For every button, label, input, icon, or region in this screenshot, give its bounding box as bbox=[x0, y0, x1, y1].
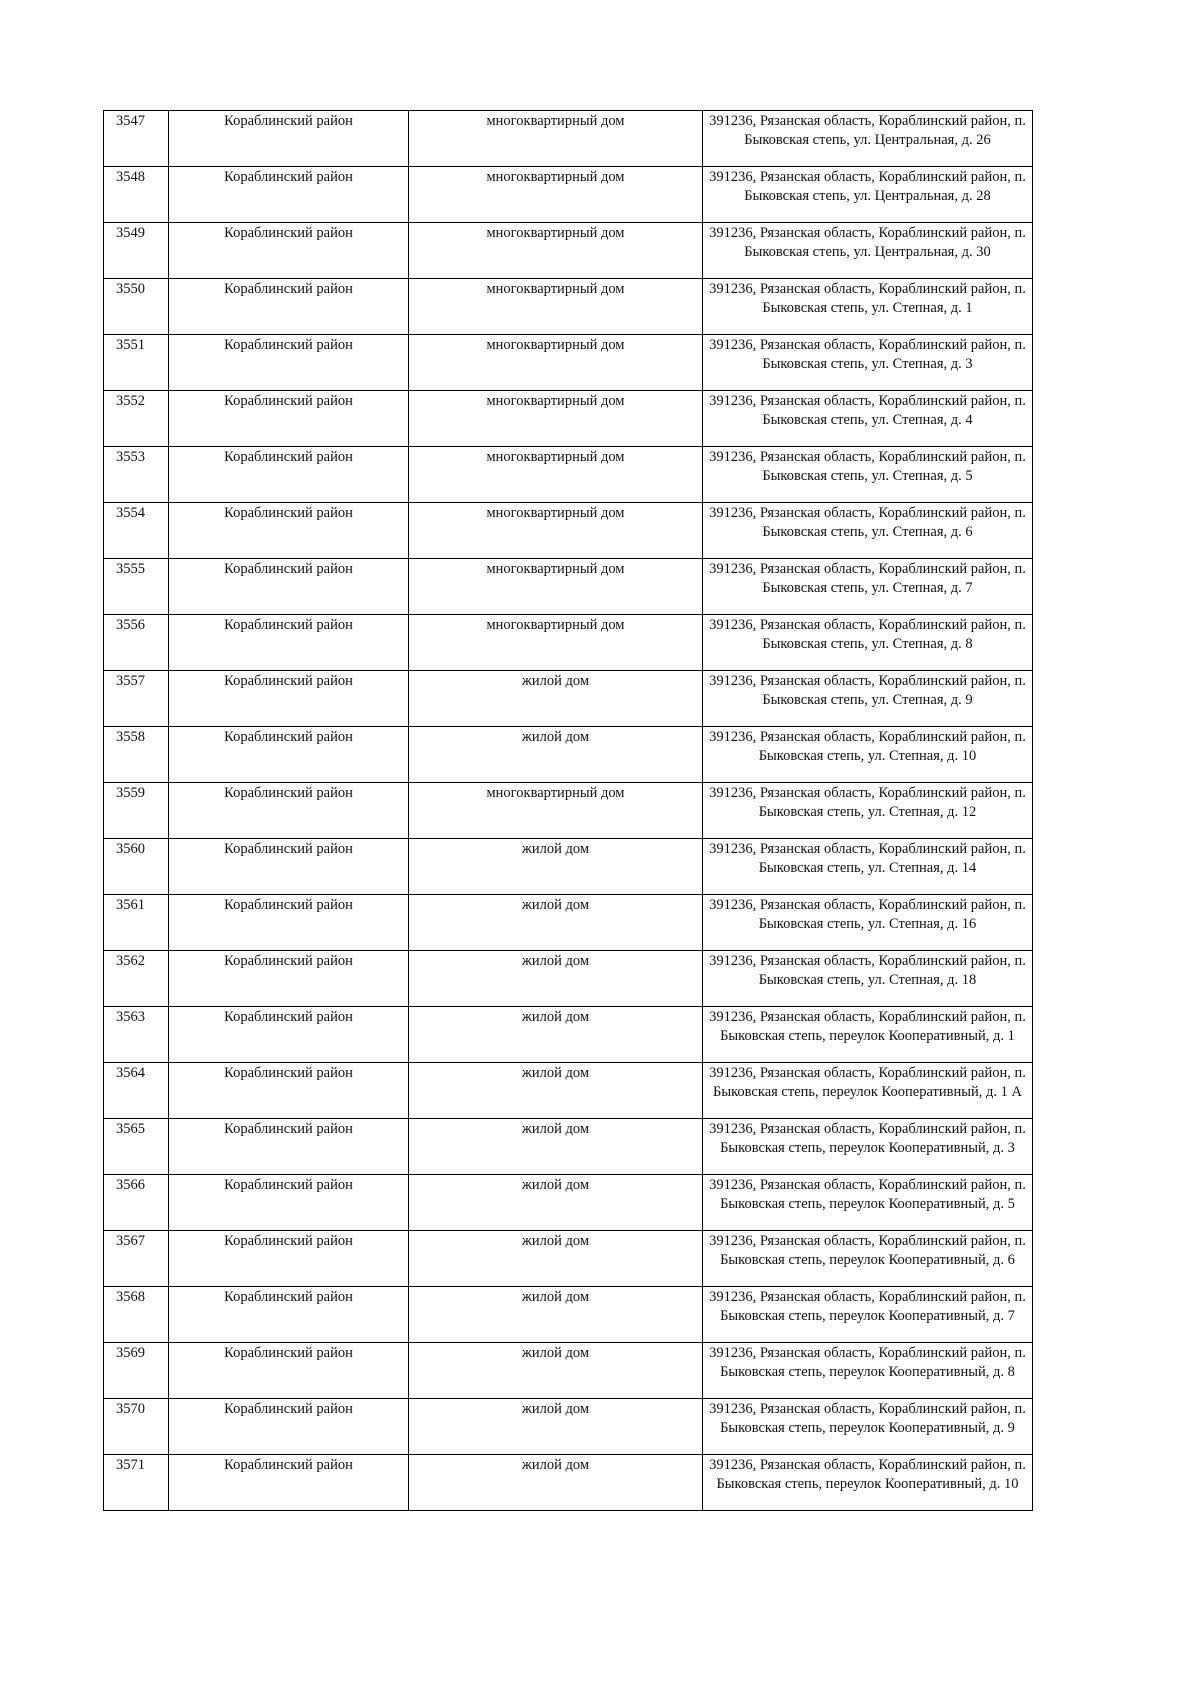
row-number: 3556 bbox=[116, 617, 145, 633]
address: 391236, Рязанская область, Кораблинский район, п. Быковская степь, ул. Степная, д. 8 bbox=[709, 617, 1026, 652]
table-row bbox=[104, 447, 1033, 503]
row-number: 3551 bbox=[116, 337, 145, 353]
address-cell bbox=[703, 167, 1033, 223]
address: 391236, Рязанская область, Кораблинский район, п. Быковская степь, ул. Степная, д. 18 bbox=[709, 953, 1026, 988]
building-type-cell bbox=[409, 503, 703, 559]
building-type-cell bbox=[409, 1231, 703, 1287]
building-type-cell bbox=[409, 1455, 703, 1511]
table-row bbox=[104, 1007, 1033, 1063]
district-name: Кораблинский район bbox=[224, 281, 353, 297]
building-type: жилой дом bbox=[521, 1009, 590, 1025]
housing-registry-table bbox=[103, 110, 1033, 1511]
row-number: 3557 bbox=[116, 673, 145, 689]
building-type: жилой дом bbox=[521, 729, 590, 745]
address: 391236, Рязанская область, Кораблинский район, п. Быковская степь, переулок Кооперативный, д. 8 bbox=[709, 1345, 1026, 1380]
row-number: 3560 bbox=[116, 841, 145, 857]
district-name: Кораблинский район bbox=[224, 393, 353, 409]
address: 391236, Рязанская область, Кораблинский район, п. Быковская степь, ул. Степная, д. 5 bbox=[709, 449, 1026, 484]
district-cell bbox=[169, 615, 409, 671]
building-type-cell bbox=[409, 1399, 703, 1455]
address: 391236, Рязанская область, Кораблинский район, п. Быковская степь, ул. Степная, д. 10 bbox=[709, 729, 1026, 764]
building-type-cell bbox=[409, 1175, 703, 1231]
building-type: жилой дом bbox=[521, 1121, 590, 1137]
district-name: Кораблинский район bbox=[224, 1401, 353, 1417]
address: 391236, Рязанская область, Кораблинский район, п. Быковская степь, ул. Степная, д. 12 bbox=[709, 785, 1026, 820]
address: 391236, Рязанская область, Кораблинский район, п. Быковская степь, ул. Степная, д. 6 bbox=[709, 505, 1026, 540]
address-cell bbox=[703, 783, 1033, 839]
building-type: жилой дом bbox=[521, 1177, 590, 1193]
address-cell bbox=[703, 1343, 1033, 1399]
address-cell bbox=[703, 895, 1033, 951]
district-name: Кораблинский район bbox=[224, 953, 353, 969]
address: 391236, Рязанская область, Кораблинский район, п. Быковская степь, переулок Кооперативный, д. 10 bbox=[709, 1457, 1026, 1492]
row-number: 3550 bbox=[116, 281, 145, 297]
table-row bbox=[104, 559, 1033, 615]
address: 391236, Рязанская область, Кораблинский район, п. Быковская степь, ул. Степная, д. 1 bbox=[709, 281, 1026, 316]
table-row bbox=[104, 895, 1033, 951]
district-name: Кораблинский район bbox=[224, 169, 353, 185]
building-type-cell bbox=[409, 951, 703, 1007]
district-cell bbox=[169, 1231, 409, 1287]
address-cell bbox=[703, 951, 1033, 1007]
address: 391236, Рязанская область, Кораблинский район, п. Быковская степь, переулок Кооперативный, д. 9 bbox=[709, 1401, 1026, 1436]
building-type: жилой дом bbox=[521, 953, 590, 969]
address-cell bbox=[703, 839, 1033, 895]
building-type-cell bbox=[409, 391, 703, 447]
building-type-cell bbox=[409, 895, 703, 951]
district-name: Кораблинский район bbox=[224, 1457, 353, 1473]
address-cell bbox=[703, 559, 1033, 615]
row-number: 3559 bbox=[116, 785, 145, 801]
row-number-cell bbox=[104, 335, 169, 391]
district-name: Кораблинский район bbox=[224, 113, 353, 129]
building-type-cell bbox=[409, 1007, 703, 1063]
building-type: жилой дом bbox=[521, 1289, 590, 1305]
table-row bbox=[104, 951, 1033, 1007]
district-cell bbox=[169, 1455, 409, 1511]
table-row bbox=[104, 615, 1033, 671]
building-type: жилой дом bbox=[521, 1345, 590, 1361]
row-number: 3567 bbox=[116, 1233, 145, 1249]
table-row bbox=[104, 783, 1033, 839]
building-type: многоквартирный дом bbox=[486, 449, 625, 465]
district-name: Кораблинский район bbox=[224, 1345, 353, 1361]
building-type-cell bbox=[409, 223, 703, 279]
address: 391236, Рязанская область, Кораблинский район, п. Быковская степь, переулок Кооперативный, д. 6 bbox=[709, 1233, 1026, 1268]
row-number: 3562 bbox=[116, 953, 145, 969]
building-type-cell bbox=[409, 671, 703, 727]
district-cell bbox=[169, 167, 409, 223]
address: 391236, Рязанская область, Кораблинский район, п. Быковская степь, ул. Степная, д. 9 bbox=[709, 673, 1026, 708]
row-number-cell bbox=[104, 1287, 169, 1343]
row-number: 3566 bbox=[116, 1177, 145, 1193]
table-body bbox=[104, 111, 1033, 1511]
table-row bbox=[104, 503, 1033, 559]
building-type-cell bbox=[409, 447, 703, 503]
building-type: многоквартирный дом bbox=[486, 505, 625, 521]
district-name: Кораблинский район bbox=[224, 505, 353, 521]
district-cell bbox=[169, 1287, 409, 1343]
building-type-cell bbox=[409, 1287, 703, 1343]
district-cell bbox=[169, 727, 409, 783]
address-cell bbox=[703, 1119, 1033, 1175]
address-cell bbox=[703, 503, 1033, 559]
district-cell bbox=[169, 111, 409, 167]
row-number-cell bbox=[104, 559, 169, 615]
district-cell bbox=[169, 671, 409, 727]
building-type: многоквартирный дом bbox=[486, 785, 625, 801]
row-number-cell bbox=[104, 279, 169, 335]
row-number-cell bbox=[104, 111, 169, 167]
building-type: многоквартирный дом bbox=[486, 169, 625, 185]
row-number: 3563 bbox=[116, 1009, 145, 1025]
table-row bbox=[104, 1287, 1033, 1343]
table-row bbox=[104, 111, 1033, 167]
district-cell bbox=[169, 1007, 409, 1063]
row-number: 3554 bbox=[116, 505, 145, 521]
district-cell bbox=[169, 839, 409, 895]
row-number-cell bbox=[104, 1119, 169, 1175]
row-number-cell bbox=[104, 895, 169, 951]
address-cell bbox=[703, 447, 1033, 503]
row-number-cell bbox=[104, 503, 169, 559]
address-cell bbox=[703, 1399, 1033, 1455]
building-type-cell bbox=[409, 615, 703, 671]
address-cell bbox=[703, 335, 1033, 391]
table-row bbox=[104, 727, 1033, 783]
row-number: 3553 bbox=[116, 449, 145, 465]
address-cell bbox=[703, 1007, 1033, 1063]
address: 391236, Рязанская область, Кораблинский район, п. Быковская степь, переулок Кооперативный, д. 5 bbox=[709, 1177, 1026, 1212]
table-row bbox=[104, 391, 1033, 447]
row-number: 3552 bbox=[116, 393, 145, 409]
row-number-cell bbox=[104, 1399, 169, 1455]
address-cell bbox=[703, 671, 1033, 727]
district-name: Кораблинский район bbox=[224, 897, 353, 913]
row-number: 3569 bbox=[116, 1345, 145, 1361]
row-number-cell bbox=[104, 1343, 169, 1399]
row-number-cell bbox=[104, 1231, 169, 1287]
row-number: 3564 bbox=[116, 1065, 145, 1081]
district-name: Кораблинский район bbox=[224, 337, 353, 353]
row-number: 3547 bbox=[116, 113, 145, 129]
address: 391236, Рязанская область, Кораблинский район, п. Быковская степь, ул. Центральная, д. 26 bbox=[709, 113, 1026, 148]
table-row bbox=[104, 279, 1033, 335]
district-cell bbox=[169, 503, 409, 559]
row-number-cell bbox=[104, 223, 169, 279]
row-number: 3565 bbox=[116, 1121, 145, 1137]
building-type: многоквартирный дом bbox=[486, 393, 625, 409]
row-number-cell bbox=[104, 951, 169, 1007]
address-cell bbox=[703, 1063, 1033, 1119]
row-number-cell bbox=[104, 1007, 169, 1063]
row-number: 3549 bbox=[116, 225, 145, 241]
row-number: 3561 bbox=[116, 897, 145, 913]
building-type-cell bbox=[409, 559, 703, 615]
row-number-cell bbox=[104, 839, 169, 895]
row-number-cell bbox=[104, 783, 169, 839]
row-number-cell bbox=[104, 671, 169, 727]
row-number-cell bbox=[104, 167, 169, 223]
address: 391236, Рязанская область, Кораблинский район, п. Быковская степь, ул. Степная, д. 4 bbox=[709, 393, 1026, 428]
district-name: Кораблинский район bbox=[224, 1289, 353, 1305]
building-type-cell bbox=[409, 1343, 703, 1399]
building-type: многоквартирный дом bbox=[486, 337, 625, 353]
address-cell bbox=[703, 727, 1033, 783]
address-cell bbox=[703, 1287, 1033, 1343]
building-type-cell bbox=[409, 839, 703, 895]
building-type-cell bbox=[409, 335, 703, 391]
address: 391236, Рязанская область, Кораблинский район, п. Быковская степь, ул. Центральная, д. 30 bbox=[709, 225, 1026, 260]
table-row bbox=[104, 167, 1033, 223]
building-type: многоквартирный дом bbox=[486, 617, 625, 633]
district-cell bbox=[169, 951, 409, 1007]
district-cell bbox=[169, 1399, 409, 1455]
building-type: жилой дом bbox=[521, 673, 590, 689]
address: 391236, Рязанская область, Кораблинский район, п. Быковская степь, переулок Кооперативный, д. 3 bbox=[709, 1121, 1026, 1156]
address: 391236, Рязанская область, Кораблинский район, п. Быковская степь, переулок Кооперативный, д. 1 А bbox=[709, 1065, 1026, 1100]
district-name: Кораблинский район bbox=[224, 561, 353, 577]
district-name: Кораблинский район bbox=[224, 225, 353, 241]
address: 391236, Рязанская область, Кораблинский район, п. Быковская степь, ул. Степная, д. 16 bbox=[709, 897, 1026, 932]
building-type: многоквартирный дом bbox=[486, 561, 625, 577]
address: 391236, Рязанская область, Кораблинский район, п. Быковская степь, ул. Степная, д. 3 bbox=[709, 337, 1026, 372]
building-type-cell bbox=[409, 167, 703, 223]
row-number: 3571 bbox=[116, 1457, 145, 1473]
table-row bbox=[104, 1343, 1033, 1399]
table-row bbox=[104, 335, 1033, 391]
district-cell bbox=[169, 391, 409, 447]
address-cell bbox=[703, 223, 1033, 279]
district-cell bbox=[169, 783, 409, 839]
table-row bbox=[104, 839, 1033, 895]
building-type: многоквартирный дом bbox=[486, 225, 625, 241]
table-row bbox=[104, 671, 1033, 727]
building-type-cell bbox=[409, 727, 703, 783]
row-number: 3548 bbox=[116, 169, 145, 185]
building-type: жилой дом bbox=[521, 1457, 590, 1473]
district-name: Кораблинский район bbox=[224, 729, 353, 745]
row-number: 3558 bbox=[116, 729, 145, 745]
district-cell bbox=[169, 1119, 409, 1175]
building-type: многоквартирный дом bbox=[486, 281, 625, 297]
district-name: Кораблинский район bbox=[224, 841, 353, 857]
address-cell bbox=[703, 1175, 1033, 1231]
district-cell bbox=[169, 447, 409, 503]
district-name: Кораблинский район bbox=[224, 1009, 353, 1025]
address: 391236, Рязанская область, Кораблинский район, п. Быковская степь, переулок Кооперативный, д. 1 bbox=[709, 1009, 1026, 1044]
table-row bbox=[104, 1231, 1033, 1287]
district-cell bbox=[169, 279, 409, 335]
district-cell bbox=[169, 895, 409, 951]
address: 391236, Рязанская область, Кораблинский район, п. Быковская степь, ул. Степная, д. 7 bbox=[709, 561, 1026, 596]
row-number-cell bbox=[104, 391, 169, 447]
building-type: жилой дом bbox=[521, 1233, 590, 1249]
district-name: Кораблинский район bbox=[224, 1233, 353, 1249]
address-cell bbox=[703, 1455, 1033, 1511]
row-number-cell bbox=[104, 1455, 169, 1511]
district-cell bbox=[169, 335, 409, 391]
district-name: Кораблинский район bbox=[224, 1065, 353, 1081]
address: 391236, Рязанская область, Кораблинский район, п. Быковская степь, ул. Степная, д. 14 bbox=[709, 841, 1026, 876]
district-name: Кораблинский район bbox=[224, 1177, 353, 1193]
building-type: жилой дом bbox=[521, 1065, 590, 1081]
row-number: 3555 bbox=[116, 561, 145, 577]
row-number-cell bbox=[104, 447, 169, 503]
district-cell bbox=[169, 1343, 409, 1399]
row-number-cell bbox=[104, 727, 169, 783]
table-row bbox=[104, 1175, 1033, 1231]
district-name: Кораблинский район bbox=[224, 617, 353, 633]
district-name: Кораблинский район bbox=[224, 673, 353, 689]
row-number-cell bbox=[104, 1175, 169, 1231]
district-cell bbox=[169, 1063, 409, 1119]
row-number: 3568 bbox=[116, 1289, 145, 1305]
address-cell bbox=[703, 279, 1033, 335]
building-type: жилой дом bbox=[521, 841, 590, 857]
building-type-cell bbox=[409, 783, 703, 839]
table-row bbox=[104, 1119, 1033, 1175]
address: 391236, Рязанская область, Кораблинский район, п. Быковская степь, ул. Центральная, д. 28 bbox=[709, 169, 1026, 204]
table-row bbox=[104, 1063, 1033, 1119]
address-cell bbox=[703, 391, 1033, 447]
district-cell bbox=[169, 1175, 409, 1231]
district-cell bbox=[169, 223, 409, 279]
address: 391236, Рязанская область, Кораблинский район, п. Быковская степь, переулок Кооперативный, д. 7 bbox=[709, 1289, 1026, 1324]
district-name: Кораблинский район bbox=[224, 1121, 353, 1137]
district-name: Кораблинский район bbox=[224, 449, 353, 465]
address-cell bbox=[703, 1231, 1033, 1287]
building-type-cell bbox=[409, 111, 703, 167]
building-type-cell bbox=[409, 1063, 703, 1119]
row-number-cell bbox=[104, 615, 169, 671]
row-number: 3570 bbox=[116, 1401, 145, 1417]
building-type: многоквартирный дом bbox=[486, 113, 625, 129]
address-cell bbox=[703, 615, 1033, 671]
table-row bbox=[104, 223, 1033, 279]
address-cell bbox=[703, 111, 1033, 167]
table-row bbox=[104, 1455, 1033, 1511]
building-type-cell bbox=[409, 279, 703, 335]
table-row bbox=[104, 1399, 1033, 1455]
building-type-cell bbox=[409, 1119, 703, 1175]
building-type: жилой дом bbox=[521, 1401, 590, 1417]
row-number-cell bbox=[104, 1063, 169, 1119]
district-cell bbox=[169, 559, 409, 615]
district-name: Кораблинский район bbox=[224, 785, 353, 801]
building-type: жилой дом bbox=[521, 897, 590, 913]
